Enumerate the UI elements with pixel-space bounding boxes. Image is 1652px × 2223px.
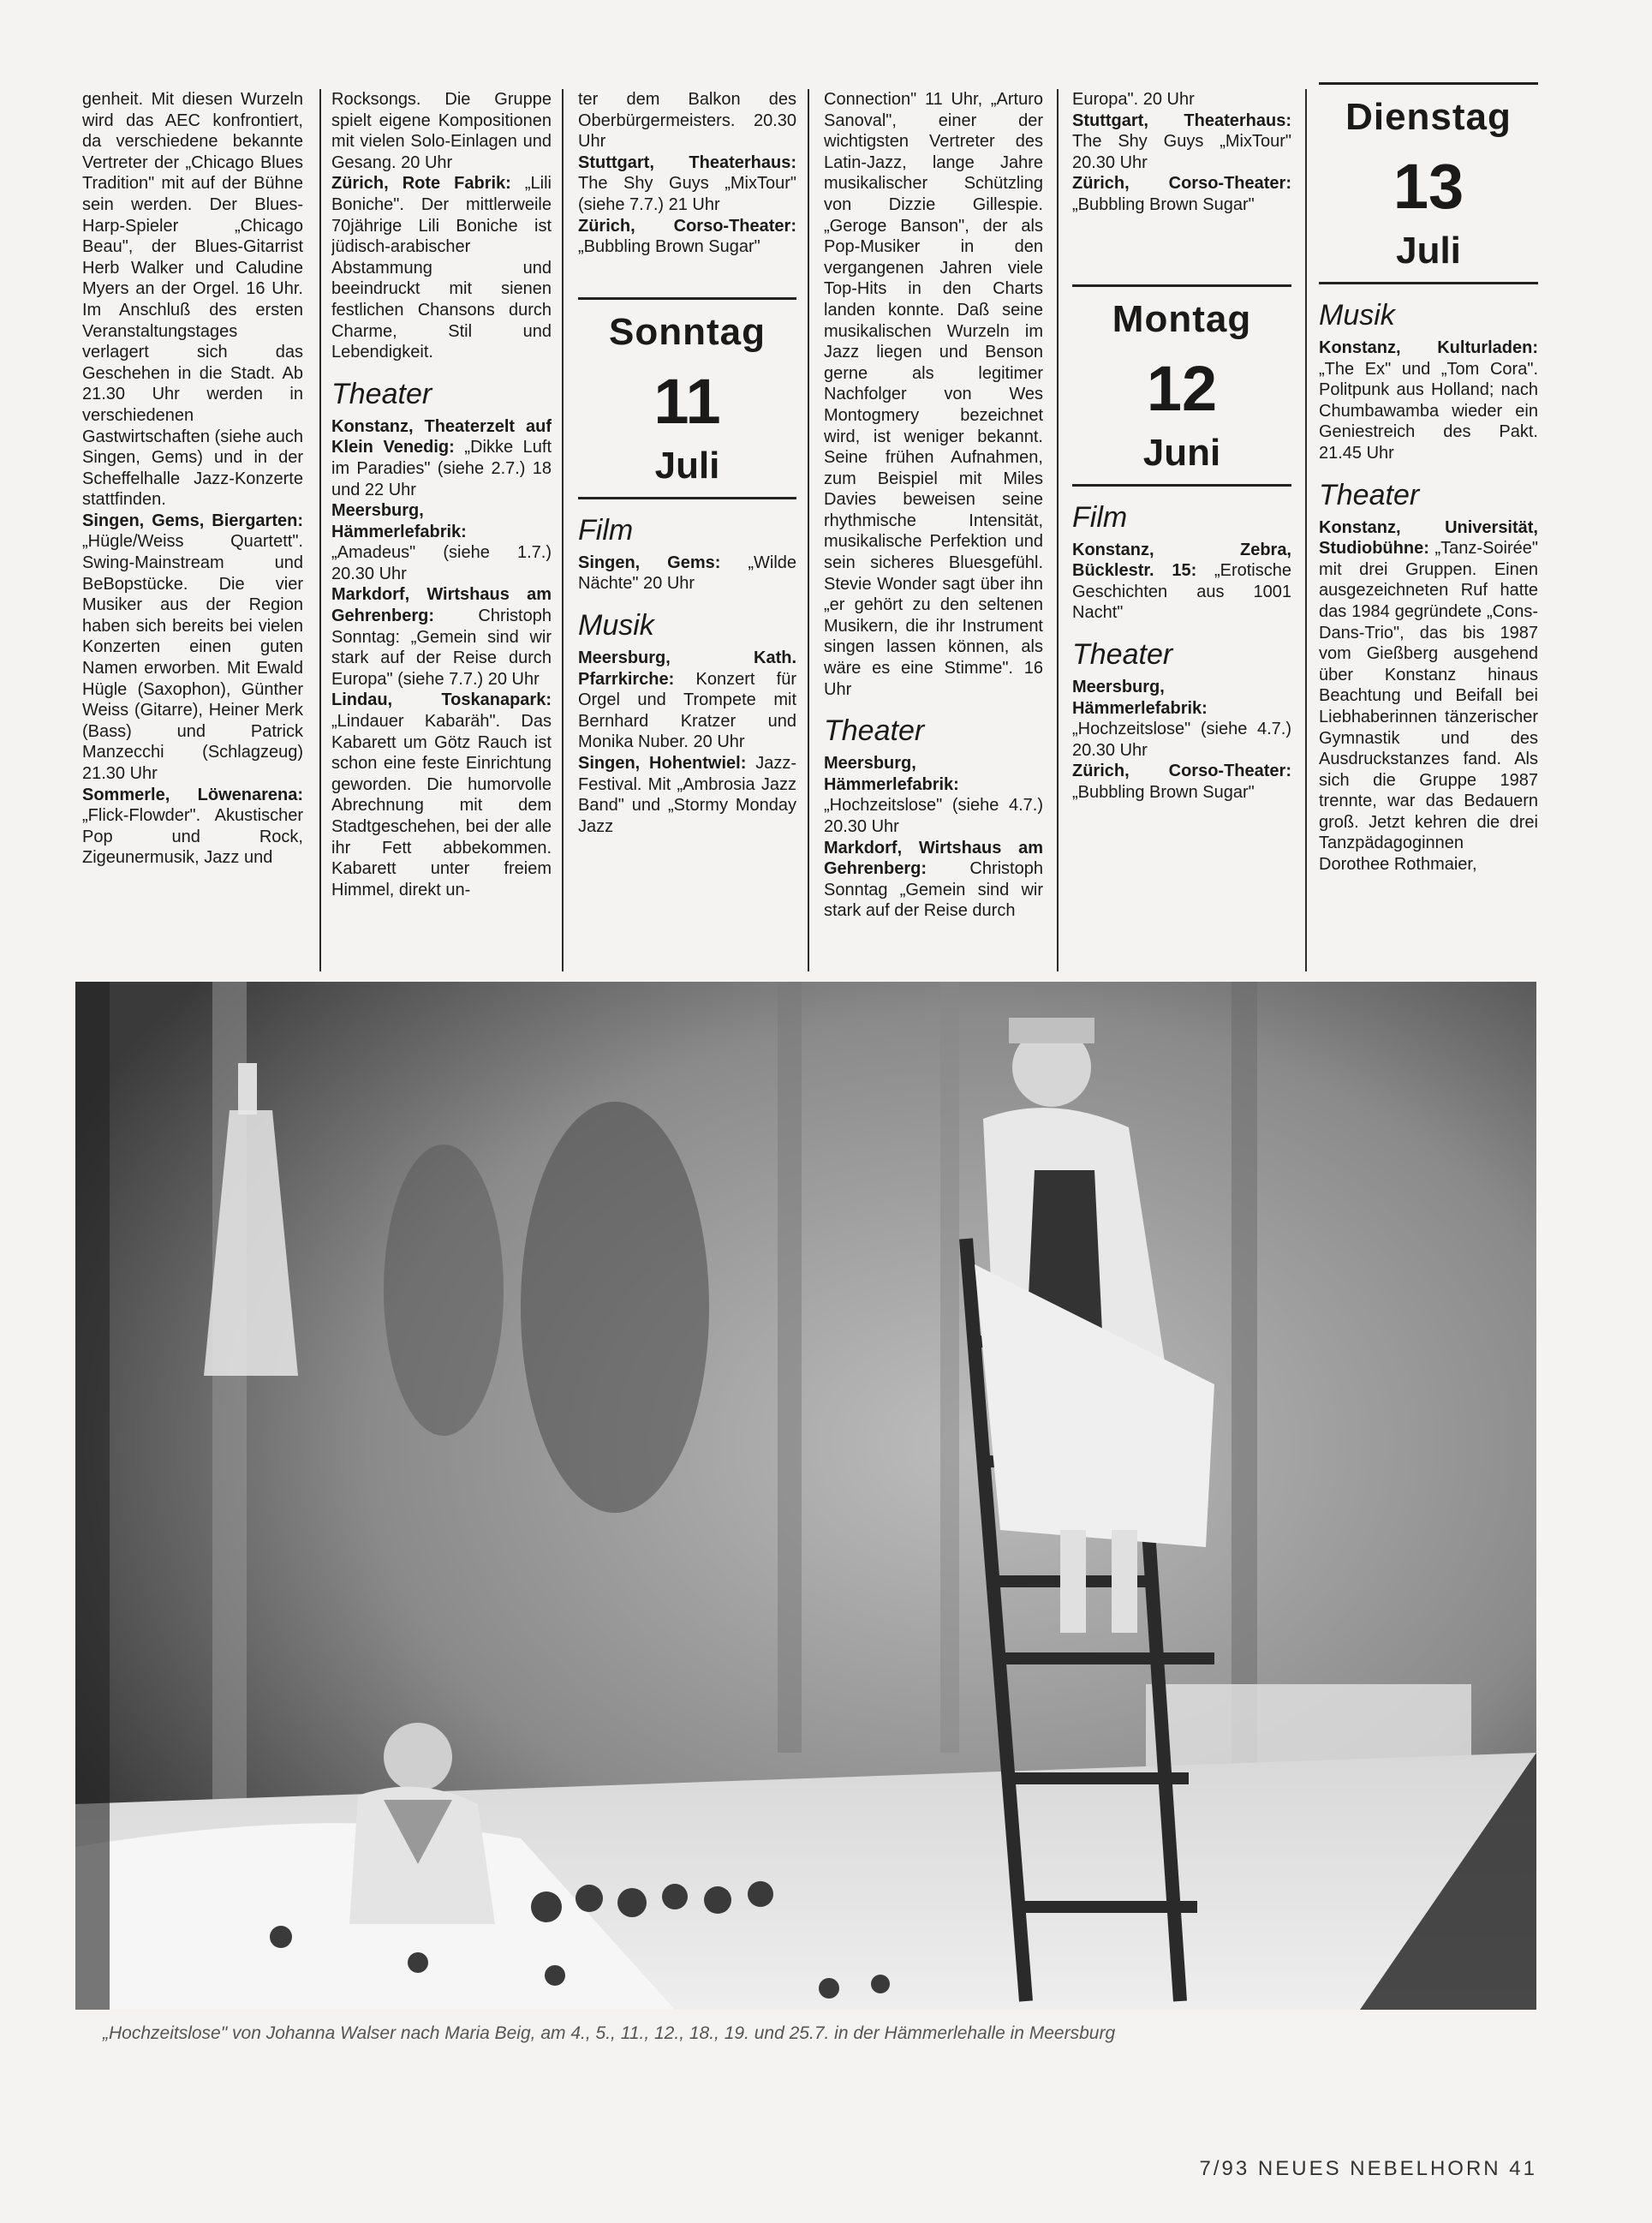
theater-photo	[75, 982, 1536, 2010]
venue-label: Sommerle, Löwenarena:	[82, 785, 303, 804]
listing-entry	[1319, 338, 1538, 464]
venue-label: Meersburg, Hämmerlefabrik:	[1072, 677, 1208, 718]
divider	[1319, 282, 1538, 284]
listing-entry	[331, 690, 552, 900]
venue-label: Zürich, Corso-Theater:	[1072, 174, 1291, 194]
column-divider	[562, 89, 564, 971]
listing-text: „Bubbling Brown Sugar"	[578, 237, 760, 257]
text-paragraph: Connection" 11 Uhr, „Arturo Sanoval", einer der wichtigsten Vertreter des Latin-Jazz, lange Jahre musikalischer Schützling von Dizzie Gillespie. „Geroge Banson", der als Pop-Musiker in den vergangenen Jahren viele Top-Hits in den Charts landen konnte. Daß seine musikalischen Wurzeln im Jazz liegen und Benson gerne als legitimer Nachfolger von Wes Montogmery bezeichnet wird, ist weniger bekannt. Seine frühen Aufnahmen, zum Beispiel mit Miles Davies beweisen seine rhythmische Intensität, musikalische Perfektion und sein sicheres Bluesgefühl. Stevie Wonder sagt über ihn „er gehört zu den seltenen Musikern, die ihr Instrument singen lassen können, als wäre es eine Stimme". 16 Uhr	[824, 90, 1043, 699]
photo-caption: „Hochzeitslose" von Johanna Walser nach Maria Beig, am 4., 5., 11., 12., 18., 19. und 25.7. in der Hämmerlehalle in Meersburg	[103, 2023, 1116, 2043]
venue-label: Zürich, Corso-Theater:	[578, 216, 796, 236]
listing-text: „Erotische Geschichten aus 1001 Nacht"	[1072, 561, 1291, 623]
stage-scene-image	[75, 982, 1536, 2010]
listing-text: „Bubbling Brown Sugar"	[1072, 194, 1255, 214]
section-heading-theater: Theater	[824, 714, 925, 748]
listing-text: The Shy Guys „MixTour" 20.30 Uhr	[1072, 132, 1291, 172]
divider	[578, 297, 796, 300]
divider	[1072, 284, 1291, 287]
month-name: Juli	[654, 444, 720, 487]
listing-entry	[82, 511, 303, 785]
day-header-sunday	[578, 297, 796, 499]
day-number: 12	[1146, 352, 1218, 424]
listing-text: „Hochzeitslose" (siehe 4.7.) 20.30 Uhr	[1072, 720, 1291, 760]
section-heading-theater: Theater	[331, 377, 432, 410]
venue-label: Singen, Hohentwiel:	[578, 753, 747, 773]
month-name: Juni	[1142, 431, 1221, 474]
venue-label: Singen, Gems, Biergarten:	[82, 511, 303, 530]
text-paragraph: genheit. Mit diesen Wurzeln wird das AEC konfrontiert, da verschiedene bekannte Vertreter der „Chicago Blues Tradition" mit auf der Bühne sein werden. Der Blues-Harp-Spieler „Chicago Beau", der Blues-Gitarrist Herb Walker und Caludine Myers an der Orgel. 16 Uhr. Im Anschluß des ersten Veranstaltungstages verlagert sich das Geschehen in die Stadt. Ab 21.30 Uhr werden in verschiedenen Gastwirtschaften (siehe auch Singen, Gems) und in der Scheffelhalle Jazz-Konzerte stattfinden.	[82, 90, 303, 510]
listing-text: „Tanz-Soirée" mit drei Gruppen. Einen ausgezeichneten Ruf hatte das 1984 gegründete „Cons-Dans-Trio", das bis 1987 vom Gießberg ausgehend über Konstanz hinaus Beachtung und Beifall bei Liebhaberinnen tänzerischer Gymnastik und des Ausdruckstanzes fand. Als sich die Gruppe 1987 trennte, war das Bedauern groß. Jetzt kehren die drei Tanzpädagoginnen Dorothee Rothmaier,	[1319, 539, 1538, 875]
listing-entry	[1072, 111, 1291, 174]
venue-label: Markdorf, Wirtshaus am Gehrenberg:	[331, 585, 552, 626]
venue-label: Konstanz, Theaterzelt auf Klein Venedig:	[331, 416, 552, 457]
listing-entry	[1319, 517, 1538, 875]
listing-text: Christoph Sonntag: „Gemein sind wir stark auf der Reise durch Europa" (siehe 7.7.) 20 Uhr	[331, 607, 552, 689]
listing-text: „Amadeus" (siehe 1.7.) 20.30 Uhr	[331, 543, 552, 583]
day-name: Montag	[1112, 297, 1252, 340]
section-heading-film: Film	[1072, 500, 1128, 534]
column-3	[578, 89, 796, 971]
listing-entry	[331, 416, 552, 500]
section-heading-theater: Theater	[1319, 478, 1420, 511]
venue-label: Meersburg, Kath. Pfarrkirche:	[578, 648, 796, 689]
listing-text: „Lili Boniche". Der mittlerweile 70jährige Lili Boniche ist jüdisch-arabischer Abstammung und beeindruckt mit sienen festlichen Chansons durch Charme, Stil und Lebendigkeit.	[331, 174, 552, 362]
listing-text: The Shy Guys „MixTour" (siehe 7.7.) 21 Uhr	[578, 174, 796, 214]
page-footer: 7/93 NEUES NEBELHORN 41	[1199, 2157, 1537, 2180]
listing-entry	[1072, 540, 1291, 624]
section-heading-theater: Theater	[1072, 637, 1173, 671]
listing-entry	[578, 89, 796, 152]
listing-entry	[82, 785, 303, 869]
listing-entry	[578, 216, 796, 258]
venue-label: Konstanz, Zebra, Bücklestr. 15:	[1072, 540, 1291, 581]
listing-text: „Hügle/Weiss Quartett". Swing-Mainstream und BeBopstücke. Die vier Musiker aus der Region haben sich bereits bei vielen Konzerten einen guten Namen erworben. Mit Ewald Hügle (Saxophon), Günther Weiss (Gitarre), Heiner Merk (Bass) und Patrick Manzecchi (Schlagzeug) 21.30 Uhr	[82, 532, 303, 783]
listing-entry	[1072, 761, 1291, 803]
venue-label: Konstanz, Universität, Studiobühne:	[1319, 517, 1538, 559]
listing-text: Rocksongs. Die Gruppe spielt eigene Kompositionen mit vielen Solo-Einlagen und Gesang. 20 Uhr	[331, 90, 552, 172]
listing-entry	[331, 500, 552, 584]
column-divider	[808, 89, 809, 971]
column-2	[331, 89, 552, 971]
section-heading-musik: Musik	[1319, 299, 1395, 332]
day-name: Dienstag	[1345, 96, 1512, 138]
listing-text: „Hochzeitslose" (siehe 4.7.) 20.30 Uhr	[824, 796, 1043, 836]
month-name: Juli	[1396, 230, 1461, 272]
listing-entry	[331, 89, 552, 173]
column-5	[1072, 89, 1291, 971]
day-header-monday	[1072, 284, 1291, 487]
listing-text: „Wilde Nächte" 20 Uhr	[578, 553, 796, 594]
column-1	[82, 89, 303, 971]
divider	[1319, 82, 1538, 85]
section-heading-musik: Musik	[578, 608, 654, 642]
listing-entry	[824, 838, 1043, 922]
venue-label: Stuttgart, Theaterhaus:	[578, 152, 796, 172]
venue-label: Meersburg, Hämmerlefabrik:	[824, 754, 959, 794]
listing-text: Jazz-Festival. Mit „Ambrosia Jazz Band" und „Stormy Monday Jazz	[578, 753, 796, 836]
column-divider	[1057, 89, 1059, 971]
listing-text: „Dikke Luft im Paradies" (siehe 2.7.) 18 und 22 Uhr	[331, 438, 552, 499]
venue-label: Zürich, Corso-Theater:	[1072, 762, 1291, 781]
column-6	[1319, 82, 1538, 965]
listing-entry	[578, 753, 796, 837]
listing-entry	[331, 584, 552, 690]
divider	[1072, 484, 1291, 487]
listing-entry	[578, 648, 796, 753]
listing-entry	[1072, 677, 1291, 761]
venue-label: Meersburg, Hämmerlefabrik:	[331, 501, 467, 541]
venue-label: Zürich, Rote Fabrik:	[331, 174, 511, 194]
venue-label: Konstanz, Kulturladen:	[1319, 338, 1538, 357]
listing-text: „Lindauer Kabaräh". Das Kabarett um Götz Rauch ist schon eine feste Einrichtung geworden. Die humorvolle Abrechnung mit dem Stadtgeschehen, bei der alle ihr Fett abbekommen. Kabarett unter freiem Himmel, direkt un-	[331, 712, 552, 899]
venue-label: Stuttgart, Theaterhaus:	[1072, 111, 1291, 130]
divider	[578, 497, 796, 499]
listing-entry	[824, 753, 1043, 837]
column-divider	[1305, 89, 1307, 971]
day-name: Sonntag	[609, 310, 766, 353]
venue-label: Markdorf, Wirtshaus am Gehrenberg:	[824, 838, 1043, 879]
listing-text: „The Ex" und „Tom Cora". Politpunk aus Holland; nach Chumbawamba wieder ein Geniestreich des Pakt. 21.45 Uhr	[1319, 359, 1538, 463]
section-heading-film: Film	[578, 513, 634, 547]
venue-label: Lindau, Toskanapark:	[331, 690, 552, 710]
listing-text: „Flick-Flowder". Akustischer Pop und Rock, Zigeunermusik, Jazz und	[82, 806, 303, 868]
listing-entry	[578, 553, 796, 595]
venue-label: Singen, Gems:	[578, 553, 721, 572]
listing-text: Europa". 20 Uhr	[1072, 90, 1195, 109]
listing-text: Konzert für Orgel und Trompete mit Bernhard Kratzer und Monika Nuber. 20 Uhr	[578, 669, 796, 752]
listing-text: „Bubbling Brown Sugar"	[1072, 782, 1255, 802]
listing-text: Christoph Sonntag „Gemein sind wir stark auf der Reise durch	[824, 859, 1043, 921]
listing-text: ter dem Balkon des Oberbürgermeisters. 20.30 Uhr	[578, 90, 796, 152]
day-number: 11	[653, 365, 721, 437]
listing-entry	[1072, 173, 1291, 215]
column-divider	[319, 89, 321, 971]
listing-entry	[578, 152, 796, 216]
listing-entry	[1072, 89, 1291, 111]
day-number: 13	[1393, 151, 1464, 222]
day-header-tuesday	[1319, 82, 1538, 284]
column-4	[824, 89, 1043, 971]
listing-entry	[331, 173, 552, 362]
